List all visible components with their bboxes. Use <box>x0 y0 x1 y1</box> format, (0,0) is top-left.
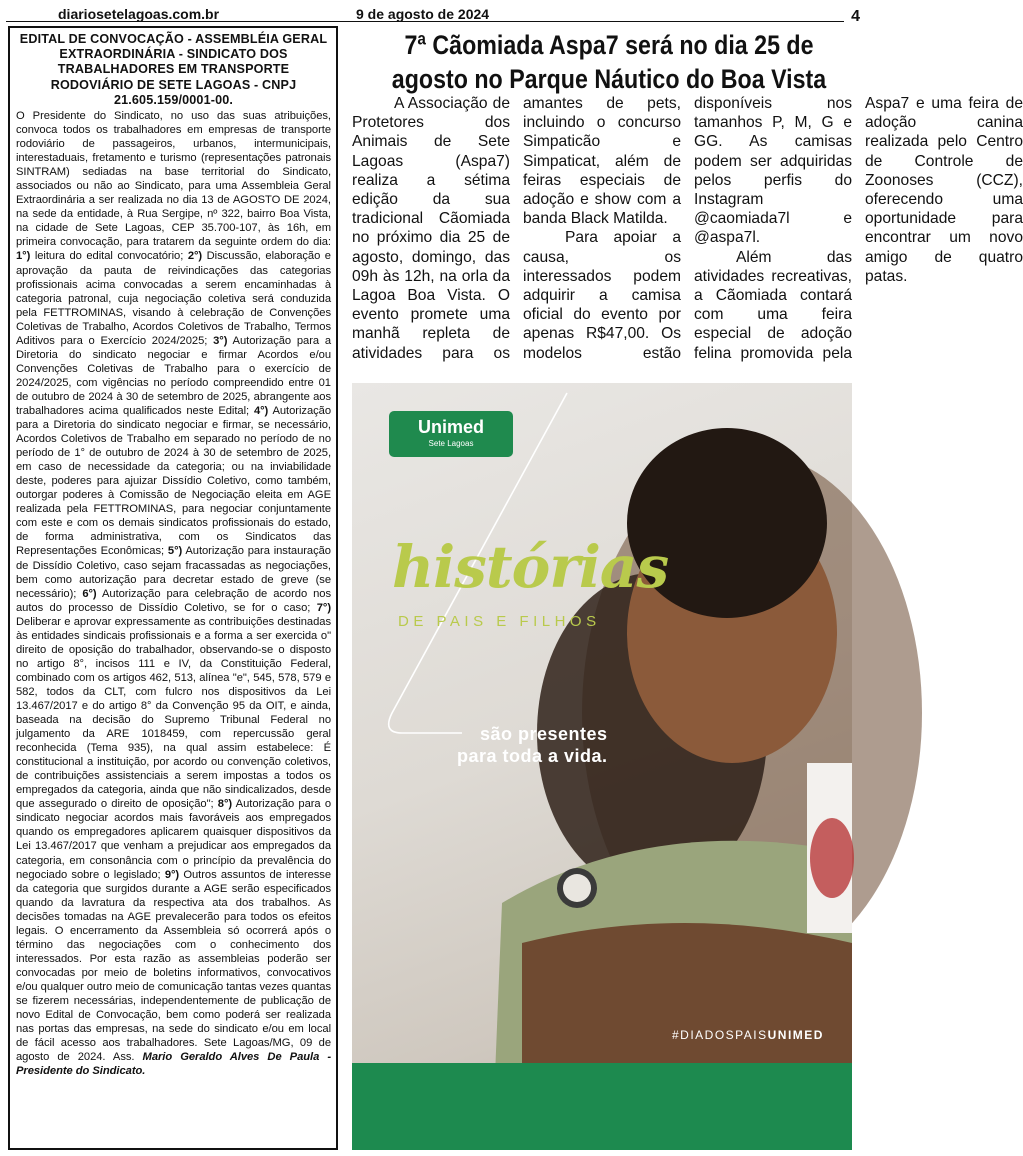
agenda-item: Deliberar e aprovar expressamente as contribuições destinadas às entidades sindicais profissionais e a forma a ser exercida o" direito de oposição do trabalhador, observando-se o disposto no artigo 8°, incisos 111 e IV, da Constituição Federal, combinado com os artigos 462, 513, alínea "e", 545, 578, 579 e 582, todos da CLT, com fulcro nos dispositivos da Lei 13.467/2017 e do artigo 8° da Convenção 95 da OIT, e ainda, baseada na decisão do Supremo Tribunal Federal no julgamento da ARE 1018459, com repercussão geral reconhecida (Tema 935), na qual assim estabelece: É constitucional a instituição, por acordo ou convenção coletivos, de contribuições assistenciais a serem impostas a todos os empregados da categoria, ainda que não sindicalizados, desde que assegurado o direito de oposição"; <box>16 615 331 811</box>
hashtag-brand: UNIMED <box>767 1028 824 1042</box>
ad-tagline <box>457 723 608 767</box>
notice-title: EDITAL DE CONVOCAÇÃO - ASSEMBLÉIA GERAL EXTRAORDINÁRIA - SINDICATO DOS TRABALHADORES EM TRANSPORTE RODOVIÁRIO DE SETE LAGOAS - CNPJ 21.605.159/0001-00. <box>19 32 328 107</box>
brand-name: Unimed <box>417 417 484 437</box>
item-marker: 6°) <box>82 587 97 600</box>
agenda-item: Outros assuntos de interesse da categoria que surgidos durante a AGE serão especificados quando da lavratura da respectiva ata dos trabalhos. As decisões tomadas na AGE prevalecerão para todos os efeitos legais. O encerramento da Assembleia só ocorrerá após o término das negociações com o conhecimento dos interessados. Por esta razão as assembleias poderão ser convocadas por meio de boletins informativos, convocativos e/ou qualquer outro meio de comunicação tantas vezes quantas se fizerem necessárias, independentemente de publicação de novo Edital de Convocação, bem como poderá ser realizada nas portas das empresas, na sede do sindicato e/ou em local de fácil acesso aos trabalhadores. Sete Lagoas/MG, 09 de agosto de 2024. Ass. <box>16 868 332 1064</box>
article-paragraph: Para apoiar a causa, os interessados podem adquirir a camisa oficial do evento por apenas R$47,00. Os modelos estão disponíveis nos tamanhos P, M, G e GG. As camisas podem ser adquiridas pelos perfis do Instagram @caomiada7l e @aspa7l. <box>523 95 852 362</box>
site-name: diariosetelagoas.com.br <box>58 6 220 22</box>
notice-signature: Mario Geraldo Alves De Paula - Presidente do Sindicato. <box>16 1051 331 1078</box>
agenda-item: Autorização para instauração de Dissídio Coletivo, caso sejam fracassadas as negociações, bem como autorização para decretar estado de greve (se necessário); <box>16 545 331 600</box>
item-marker: 1°) <box>16 250 31 263</box>
notice-intro: O Presidente do Sindicato, no uso das suas atribuições, convoca todos os trabalhadores em empresas de transporte rodoviário de passageiros, urbanos, intermunicipais, interestaduais, fretamento e turismo (representações patronais SINTRAM) sediadas na base territorial do Sindicato, associados ou não ao Sindicato, para uma Assembleia Geral Extraordinária a ser realizada no dia 13 de AGOSTO DE 2024, na sede da entidade, à Rua Sergipe, nº 322, bairro Boa Vista, na cidade de Sete Lagoas, CEP 35.700-107, às 16h, em primeira convocação, para tratarem da seguinte ordem do dia: <box>16 110 331 249</box>
ad-tagline-bold: são presentes <box>480 724 608 744</box>
page-number: 4 <box>851 8 860 25</box>
header-rule <box>6 21 844 22</box>
item-marker: 7°) <box>316 601 331 614</box>
page-header <box>6 2 864 25</box>
item-marker: 8°) <box>217 798 233 811</box>
agenda-item: Autorização para celebração de acordo nos autos do processo de Dissídio Coletivo, se for o caso; <box>16 587 331 614</box>
ad-hashtag <box>672 1028 824 1042</box>
unimed-logo <box>389 411 513 457</box>
issue-date: 9 de agosto de 2024 <box>356 6 490 22</box>
ad-tagline-rest: para toda a vida. <box>457 746 608 766</box>
article-headline: 7ª Cãomiada Aspa7 será no dia 25 de agosto no Parque Náutico do Boa Vista <box>391 30 827 94</box>
item-marker: 4°) <box>253 405 269 417</box>
agenda-item: leitura do edital convocatório; <box>34 250 184 263</box>
unimed-advertisement <box>352 383 852 1150</box>
article-paragraph: Além das atividades recreativas, a Cãomiada contará com uma feira especial de adoção felina promovida pela Aspa7 e uma feira de adoção canina realizada pelo Centro de Controle de Zoonoses (CCZ), oferecendo uma oportunidade para encontrar um novo amigo de quatro patas. <box>694 95 1023 362</box>
item-marker: 9°) <box>164 868 180 881</box>
ad-subheadline: DE PAIS E FILHOS <box>398 613 601 630</box>
hashtag-part: #DIADOSPAIS <box>672 1028 768 1042</box>
agenda-item: Autorização para a Diretoria do sindicato negociar e firmar, se necessário, Acordos Coletivos de Trabalho em separado no período de no período de 1° de outubro de 2024 à 30 de setembro de 2025, em caso de necessidade da categoria; ou na inviabilidade deste, poderes para ajuizar Dissídio Coletivo, como também, outorgar poderes à Comissão de Negociação eleita em AGE realizada pela FETTROMINAS, para negociar conjuntamente com este e com os demais sindicatos profissionais do estado, de forma administrativa, com os Sindicatos das Representações Econômicas; <box>16 405 331 558</box>
notice-body <box>16 109 331 1078</box>
article-paragraph: A Associação de Protetores dos Animais de Sete Lagoas (Aspa7) realiza a sétima edição da sua tradicional Cãomiada no próximo dia 25 de agosto, domingo, das 09h às 12h, na orla da Lagoa Boa Vista. O evento promete uma manhã repleta de atividades para os amantes de pets, incluindo o concurso Simpaticão e Simpaticat, além de feiras especiais de adoção e show com a banda Black Matilda. <box>352 95 681 362</box>
agenda-item: Discussão, elaboração e aprovação da pauta de reivindicações das categorias profissionais acima convocadas a serem encaminhadas à categoria patronal, cuja negociação coletiva será conduzida pela FETTROMINAS, visando à celebração de Convenções Coletivas de Trabalho, Acordos Coletivos de Trabalho, Termos Aditivos para o Exercício 2024/2025; <box>16 250 331 347</box>
agenda-item: Autorização para o sindicato negociar acordos mais favoráveis aos empregados quando os empregadores aplicarem quaisquer dispositivos da Lei 13.467/2017 que venham a prejudicar aos empregados da categoria, em consonância com o princípio da prevalência do negociado sobre o legislado; <box>16 798 331 881</box>
brand-location: Sete Lagoas <box>428 439 474 448</box>
item-marker: 5°) <box>167 545 183 558</box>
article-body <box>352 94 1023 380</box>
convocation-notice <box>8 26 338 1150</box>
item-marker: 3°) <box>213 334 228 347</box>
ad-footer-band <box>352 1063 852 1150</box>
item-marker: 2°) <box>187 250 203 263</box>
agenda-item: Autorização para a Diretoria do sindicato negociar e firmar Acordos e/ou Convenções Coletivas de Trabalho para o exercício de 2024/2025, com vigências no período compreendido entre 01 de outubro de 2024 à 30 de setembro de 2025, abrangente aos trabalhadores acima qualificados neste Edital; <box>16 334 331 417</box>
ad-headline: histórias <box>392 533 669 601</box>
